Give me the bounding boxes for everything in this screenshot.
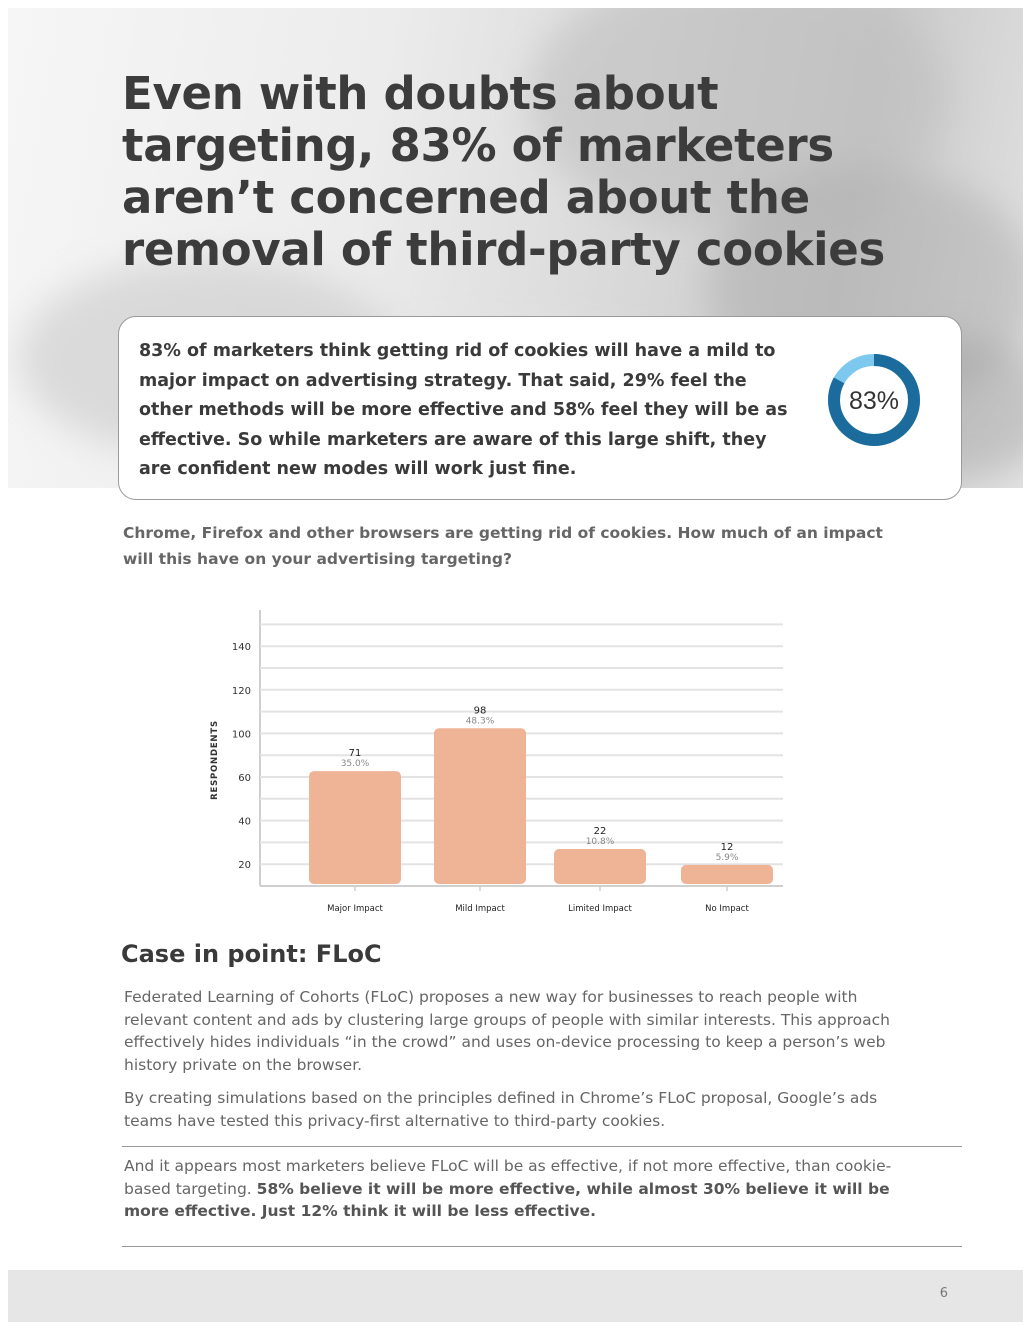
bar-percent-label: 35.0%	[340, 759, 370, 770]
donut-label: 83%	[848, 387, 900, 415]
summary-callout	[118, 316, 962, 500]
y-tick-label: 20	[238, 860, 251, 872]
x-category-label: Limited Impact	[568, 904, 632, 914]
floc-paragraph-1: Federated Learning of Cohorts (FLoC) proposes a new way for businesses to reach people with relevant content and ads by clustering large groups of people with similar interests. This approach effectively hides individuals “in the crowd” and uses on-device processing to keep a person’s web history private on the browser.	[124, 988, 890, 1074]
donut-chart	[819, 345, 929, 455]
impact-bar-chart	[200, 600, 800, 930]
bar-percent-label: 10.8%	[585, 837, 615, 848]
y-tick-label: 140	[231, 642, 251, 654]
bar	[309, 771, 401, 884]
y-tick-label: 100	[231, 729, 251, 741]
bar	[681, 865, 773, 884]
x-category-label: Major Impact	[327, 904, 383, 914]
paragraph-bold-text: 58% believe it will be more effective, while almost 30% believe it will be more effective. Just 12% think it will be less effective.	[124, 1179, 890, 1220]
x-category-label: Mild Impact	[455, 904, 505, 914]
callout-text: 83% of marketers think getting rid of cookies will have a mild to major impact on advertising strategy. That said, 29% feel the other methods will be more effective and 58% feel they will be as effective. So while marketers are aware of this large shift, they are confident new modes will work just fine.	[139, 341, 788, 479]
divider	[122, 1146, 962, 1147]
bar-value-label: 98	[473, 705, 487, 717]
divider	[122, 1246, 962, 1247]
floc-paragraph-2: By creating simulations based on the principles defined in Chrome’s FLoC proposal, Google’s ads teams have tested this privacy-first alternative to third-party cookies.	[124, 1089, 878, 1130]
chart-bars	[309, 705, 773, 914]
page-title: Even with doubts about targeting, 83% of marketers aren’t concerned about the removal of third-party cookies	[122, 67, 885, 276]
bar-percent-label: 48.3%	[465, 716, 495, 727]
page-footer	[8, 1270, 1023, 1322]
bar-value-label: 71	[348, 748, 362, 760]
y-axis-label: RESPONDENTS	[210, 720, 220, 800]
survey-question: Chrome, Firefox and other browsers are getting rid of cookies. How much of an impact will this have on your advertising targeting?	[123, 524, 883, 568]
bar-percent-label: 5.9%	[715, 852, 739, 863]
x-category-label: No Impact	[705, 904, 749, 914]
y-tick-label: 40	[238, 816, 251, 828]
bar-value-label: 22	[593, 826, 607, 838]
y-tick-label: 120	[231, 685, 251, 697]
bar	[554, 849, 646, 884]
bar	[434, 728, 526, 884]
bar-value-label: 12	[720, 841, 734, 853]
floc-paragraph-3	[124, 1155, 914, 1223]
section-title: Case in point: FLoC	[121, 940, 382, 968]
paragraph-plain-text: And it appears most marketers believe FLoC will be as effective, if not more effective, than cookie-based targeting.	[124, 1157, 892, 1198]
y-tick-label: 60	[238, 773, 251, 784]
page-number: 6	[939, 1286, 948, 1301]
